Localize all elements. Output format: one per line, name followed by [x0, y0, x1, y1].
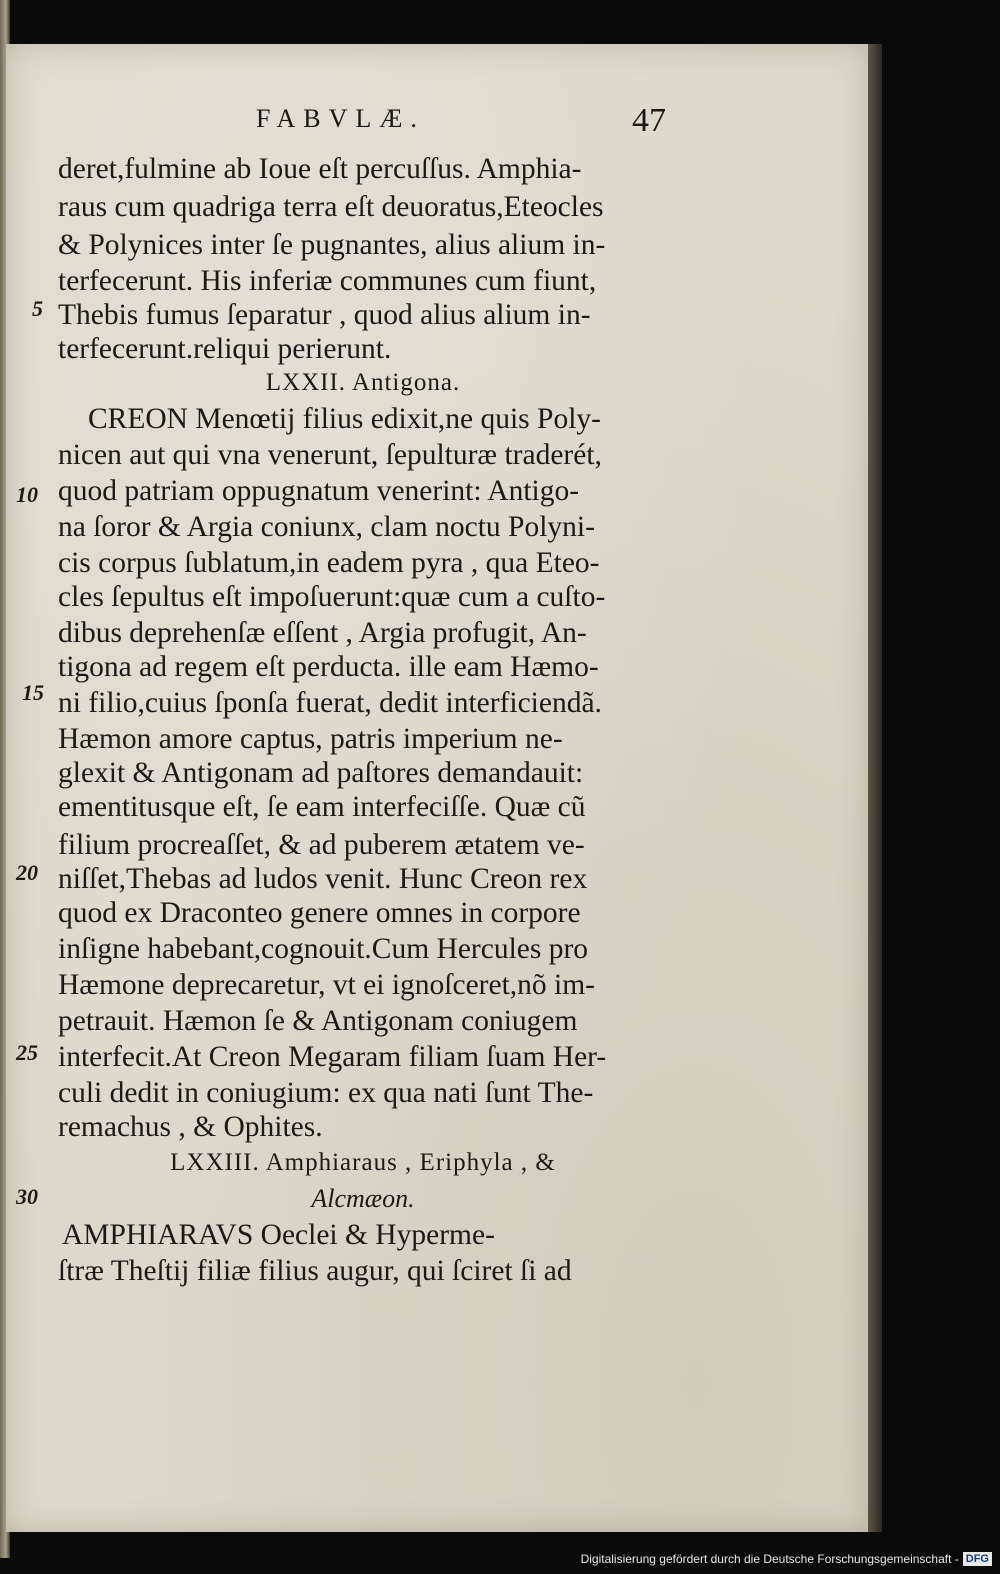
section-heading: LXXIII. Amphiaraus , Eriphyla , &	[170, 1149, 556, 1176]
text-line: ementitusque eſt, ſe eam interfeciſſe. Quæ cũ	[58, 791, 586, 823]
section-subheading: Alcmæon.	[311, 1184, 415, 1213]
text-line: remachus , & Ophites.	[58, 1111, 323, 1143]
text-line: cis corpus ſublatum,in eadem pyra , qua Eteo-	[58, 547, 600, 579]
page-number: 47	[632, 102, 666, 139]
text-line: glexit & Antigonam ad paſtores demandauit:	[58, 757, 584, 789]
credit-text: Digitalisierung gefördert durch die Deutsche Forschungsgemeinschaft -	[580, 1552, 959, 1566]
dfg-logo: DFG	[963, 1552, 992, 1566]
line-number: 30	[16, 1184, 38, 1209]
line-number: 15	[22, 680, 44, 705]
text-line: na ſoror & Argia coniunx, clam noctu Polyni-	[58, 511, 595, 543]
text-line: CREON Menœtij filius edixit,ne quis Poly-	[88, 403, 601, 435]
text-line: terfecerunt. His inferiæ communes cum fiunt,	[58, 265, 597, 297]
text-line: filium procreaſſet, & ad puberem ætatem ve-	[58, 829, 585, 861]
digitization-credit	[581, 1550, 992, 1568]
text-line: raus cum quadriga terra eſt deuoratus,Eteocles	[58, 191, 604, 223]
line-number: 5	[32, 296, 43, 321]
text-line: Hæmone deprecaretur, vt ei ignoſceret,nõ im-	[58, 969, 595, 1001]
text-line: deret,fulmine ab Ioue eſt percuſſus. Amphia-	[58, 153, 582, 185]
text-line: interfecit.At Creon Megaram filiam ſuam Her-	[58, 1041, 607, 1073]
text-line: quod ex Draconteo genere omnes in corpore	[58, 897, 581, 929]
text-line: inſigne habebant,cognouit.Cum Hercules pro	[58, 933, 589, 965]
text-line: dibus deprehenſæ eſſent , Argia profugit, An-	[58, 617, 587, 649]
text-line: nicen aut qui vna venerunt, ſepulturæ traderét,	[58, 439, 602, 471]
line-number: 25	[16, 1040, 38, 1065]
text-line: niſſet,Thebas ad ludos venit. Hunc Creon rex	[58, 863, 588, 895]
line-number: 20	[16, 860, 38, 885]
section-heading: LXXII. Antigona.	[265, 369, 461, 396]
line-number: 10	[16, 482, 38, 507]
page-header	[256, 104, 666, 144]
text-line: ſtræ Theſtij filiæ filius augur, qui ſciret ſi ad	[58, 1255, 572, 1287]
text-line: cles ſepultus eſt impoſuerunt:quæ cum a cuſto-	[58, 581, 606, 613]
text-line: tigona ad regem eſt perducta. ille eam Hæmo-	[58, 651, 599, 683]
text-line: culi dedit in coniugium: ex qua nati ſunt The-	[58, 1077, 594, 1109]
running-title: FABVLÆ.	[256, 104, 425, 133]
text-line: AMPHIARAVS Oeclei & Hyperme-	[62, 1219, 495, 1251]
text-line: terfecerunt.reliqui perierunt.	[58, 333, 392, 365]
text-line: petrauit. Hæmon ſe & Antigonam coniugem	[58, 1005, 578, 1037]
text-line: quod patriam oppugnatum venerint: Antigo-	[58, 475, 580, 507]
page-shadow	[868, 44, 882, 1532]
text-line: ni filio,cuius ſponſa fuerat, dedit interficiendã.	[58, 687, 602, 719]
text-line: Hæmon amore captus, patris imperium ne-	[58, 723, 563, 755]
text-line: & Polynices inter ſe pugnantes, alius alium in-	[58, 229, 606, 261]
text-line: Thebis fumus ſeparatur , quod alius alium in-	[58, 299, 591, 331]
